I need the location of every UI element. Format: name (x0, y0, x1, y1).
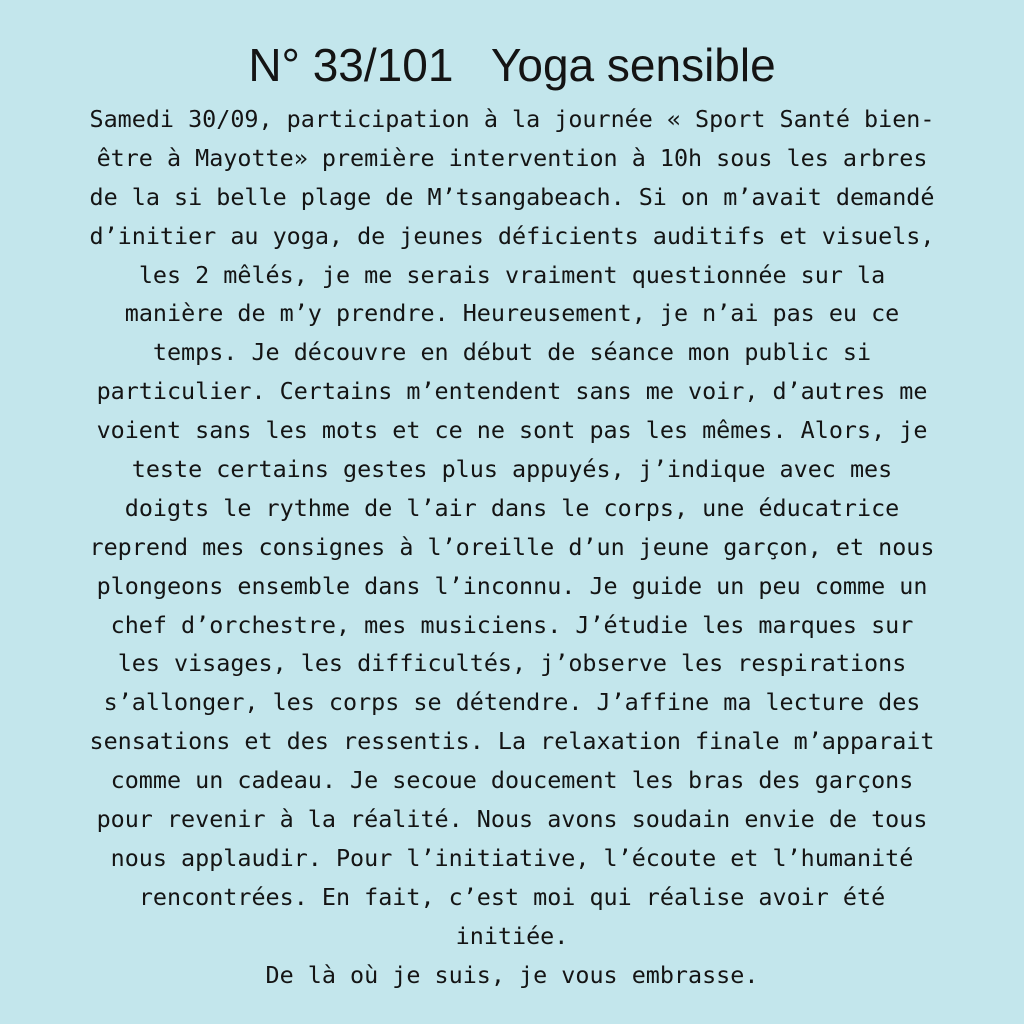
body-text (0, 100, 1024, 994)
text-line: doigts le rythme de l’air dans le corps, une éducatrice (124, 493, 900, 522)
text-line: d’initier au yoga, de jeunes déficients auditifs et visuels, (89, 221, 935, 250)
text-line: s’allonger, les corps se détendre. J’affine ma lecture des (103, 688, 921, 717)
text-line: manière de m’y prendre. Heureusement, je n’ai pas eu ce (124, 299, 900, 328)
closing-line: De là où je suis, je vous embrasse. (265, 960, 759, 989)
text-line: rencontrées. En fait, c’est moi qui réalise avoir été (138, 882, 886, 911)
page-title: N° 33/101 Yoga sensible (248, 39, 776, 91)
text-line: plongeons ensemble dans l’inconnu. Je guide un peu comme un (96, 571, 928, 600)
text-line: temps. Je découvre en début de séance mon public si (152, 338, 872, 367)
text-line: les 2 mêlés, je me serais vraiment questionnée sur la (138, 260, 886, 289)
text-line: les visages, les difficultés, j’observe les respirations (117, 649, 907, 678)
text-line: être à Mayotte» première intervention à 10h sous les arbres (96, 143, 928, 172)
text-line: reprend mes consignes à l’oreille d’un jeune garçon, et nous (89, 532, 935, 561)
text-line: initiée. (455, 921, 569, 950)
text-line: chef d’orchestre, mes musiciens. J’étudie les marques sur (110, 610, 914, 639)
text-line: Samedi 30/09, participation à la journée « Sport Santé bien- (89, 105, 935, 133)
text-line: voient sans les mots et ce ne sont pas les mêmes. Alors, je (96, 416, 928, 445)
text-line: particulier. Certains m’entendent sans me voir, d’autres me (96, 377, 928, 406)
text-line: comme un cadeau. Je secoue doucement les bras des garçons (110, 766, 914, 795)
text-line: pour revenir à la réalité. Nous avons soudain envie de tous (96, 805, 928, 834)
text-line: sensations et des ressentis. La relaxation finale m’apparait (89, 727, 935, 756)
text-line: teste certains gestes plus appuyés, j’indique avec mes (131, 455, 893, 484)
text-line: de la si belle plage de M’tsangabeach. Si on m’avait demandé (89, 182, 935, 211)
text-line: nous applaudir. Pour l’initiative, l’écoute et l’humanité (110, 843, 914, 872)
